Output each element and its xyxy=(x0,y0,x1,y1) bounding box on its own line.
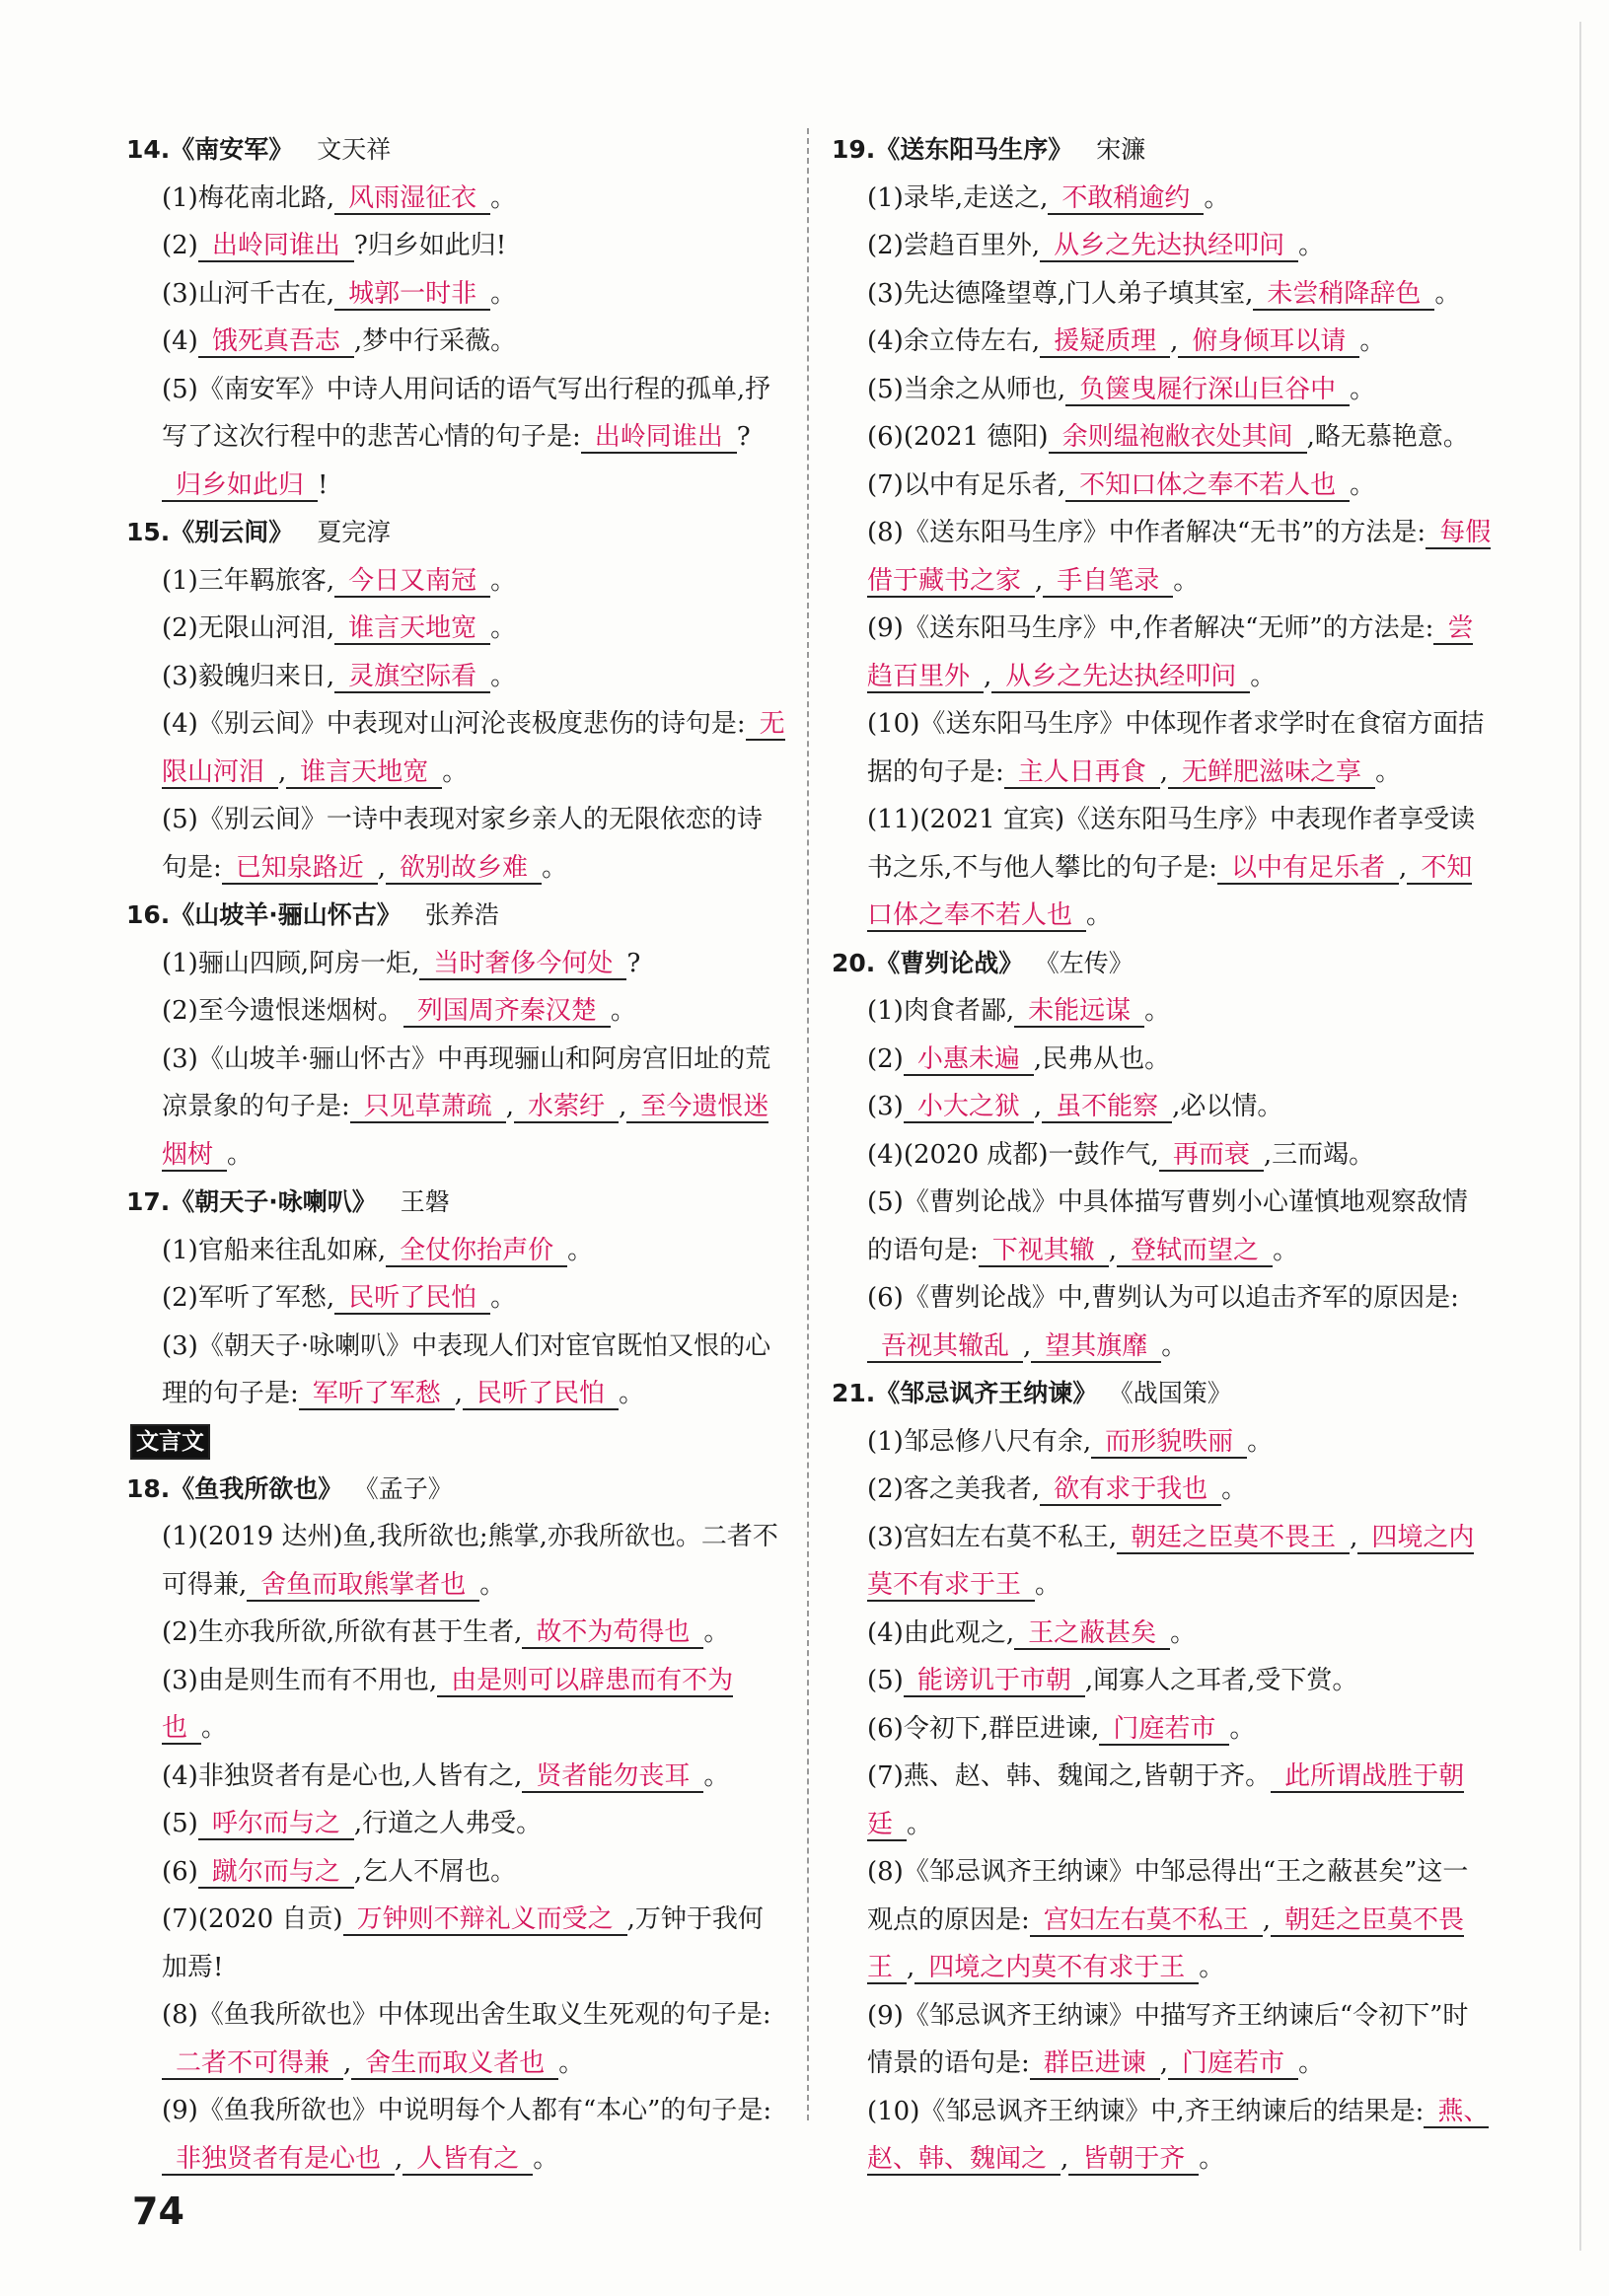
answer-blank: 至今遗恨迷烟树 xyxy=(162,1092,769,1170)
answer-blank: 不知口体之奉不若人也 xyxy=(867,852,1473,930)
section-author: 《孟子》 xyxy=(366,1473,453,1503)
question-line: (1)骊山四顾,阿房一炬, 当时奢侈今何处 ? xyxy=(162,948,641,978)
answer-blank: 此所谓战胜于朝廷 xyxy=(867,1761,1465,1839)
question-line: (3)《朝天子·咏喇叭》中表现人们对宦官既怕又恨的心理的句子是: 军听了军愁 , 民听了民怕 。 xyxy=(162,1330,771,1408)
question-line: (5) 呼尔而与之 ,行道之人弗受。 xyxy=(162,1809,543,1838)
answer-blank: 虽不能察 xyxy=(1042,1092,1172,1123)
question-line: (4)非独贤者有是心也,人皆有之, 贤者能勿丧耳 。 xyxy=(162,1760,730,1791)
answer-blank: 门庭若市 xyxy=(1168,2048,1298,2080)
answer-blank: 负箧曳屣行深山巨谷中 xyxy=(1065,375,1350,406)
question-line: (7)(2020 自贡) 万钟则不辩礼义而受之 ,万钟于我何加焉! xyxy=(162,1904,764,1982)
answer-blank: 归乡如此归 xyxy=(162,470,318,502)
question-line: (2)尝趋百里外, 从乡之先达执经叩问 。 xyxy=(867,231,1325,260)
section-author: 宋濂 xyxy=(1096,135,1146,164)
section-heading: 19.《送东阳马生序》 宋濂 xyxy=(832,135,1146,164)
answer-blank: 今日又南冠 xyxy=(334,566,490,598)
answer-blank: 皆朝于齐 xyxy=(1068,2144,1199,2176)
answer-blank: 从乡之先达执经叩问 xyxy=(991,662,1250,693)
answer-blank: 以中有足乐者 xyxy=(1217,853,1399,885)
answer-blank: 全仗你抬声价 xyxy=(386,1236,567,1267)
answer-blank: 人皆有之 xyxy=(402,2144,533,2176)
answer-blank: 四境之内莫不有求于王 xyxy=(914,1953,1199,1984)
section-author: 文天祥 xyxy=(317,135,392,164)
question-line: (6)令初下,群臣进谏, 门庭若市 。 xyxy=(867,1713,1256,1744)
question-line: (5)当余之从师也, 负箧曳屣行深山巨谷中 。 xyxy=(867,374,1376,404)
question-line: (3)宫妇左右莫不私王, 朝廷之臣莫不畏王 , 四境之内莫不有求于王 。 xyxy=(867,1522,1475,1600)
answer-blank: 故不为苟得也 xyxy=(522,1617,703,1649)
question-line: (6) 蹴尔而与之 ,乞人不屑也。 xyxy=(162,1856,517,1887)
question-line: (5)《曹刿论战》中具体描写曹刿小心谨慎地观察敌情的语句是: 下视其辙 , 登轼而望之 。 xyxy=(867,1187,1468,1265)
question-line: (2)无限山河泪, 谁言天地宽 。 xyxy=(162,613,517,643)
question-line: (10)《邹忌讽齐王纳谏》中,齐王纳谏后的结果是: 燕、赵、韩、魏闻之 , 皆朝于齐 。 xyxy=(867,2096,1490,2174)
answer-blank: 不知口体之奉不若人也 xyxy=(1065,470,1350,502)
answer-blank: 望其旗靡 xyxy=(1031,1331,1161,1363)
answer-blank: 每假借于藏书之家 xyxy=(867,518,1492,596)
question-line: (1)邹忌修八尺有余, 而形貌昳丽 。 xyxy=(867,1426,1274,1457)
answer-blank: 只见草萧疏 xyxy=(350,1092,506,1123)
answer-blank: 民听了民怕 xyxy=(463,1379,619,1410)
page-number: 74 xyxy=(132,2189,184,2233)
answer-blank: 贤者能勿丧耳 xyxy=(522,1761,703,1793)
answer-blank: 门庭若市 xyxy=(1099,1714,1229,1746)
question-line: (2)至今遗恨迷烟树。 列国周齐秦汉楚 。 xyxy=(162,996,636,1026)
answer-blank: 风雨湿征衣 xyxy=(334,183,490,215)
question-line: (2)客之美我者, 欲有求于我也 。 xyxy=(867,1474,1248,1504)
answer-blank: 呼尔而与之 xyxy=(198,1809,354,1840)
answer-blank: 登轼而望之 xyxy=(1117,1236,1273,1267)
right-column xyxy=(832,126,1493,2184)
answer-blank: 水萦纡 xyxy=(514,1092,619,1123)
answer-blank: 手自笔录 xyxy=(1043,566,1173,598)
page-edge-line xyxy=(1579,22,1581,2251)
answer-blank: 再而衰 xyxy=(1159,1140,1264,1172)
section-author: 张养浩 xyxy=(424,900,499,929)
question-line: (3)《山坡羊·骊山怀古》中再现骊山和阿房宫旧址的荒凉景象的句子是: 只见草萧疏 , 水萦纡 , 至今遗恨迷烟树 。 xyxy=(162,1043,771,1170)
question-line: (1)(2019 达州)鱼,我所欲也;熊掌,亦我所欲也。二者不可得兼, 舍鱼而取熊掌者也 。 xyxy=(162,1522,778,1600)
section-heading: 21.《邹忌讽齐王纳谏》 《战国策》 xyxy=(832,1379,1232,1407)
question-line: (3)先达德隆望尊,门人弟子填其室, 未尝稍降辞色 。 xyxy=(867,278,1461,309)
question-line: (11)(2021 宜宾)《送东阳马生序》中表现作者享受读书之乐,不与他人攀比的句子是: 以中有足乐者 , 不知口体之奉不若人也 。 xyxy=(867,805,1476,930)
answer-blank: 能谤讥于市朝 xyxy=(904,1666,1085,1697)
question-line: (5) 能谤讥于市朝 ,闻寡人之耳者,受下赏。 xyxy=(867,1666,1358,1695)
answer-blank: 欲别故乡难 xyxy=(386,853,542,885)
question-line: (4)由此观之, 王之蔽甚矣 。 xyxy=(867,1617,1197,1648)
answer-blank: 未尝稍降辞色 xyxy=(1253,279,1434,311)
question-line: (8)《邹忌讽齐王纳谏》中邹忌得出“王之蔽甚矣”这一观点的原因是: 宫妇左右莫不私王 , 朝廷之臣莫不畏王 , 四境之内莫不有求于王 。 xyxy=(867,1857,1469,1982)
answer-blank: 已知泉路近 xyxy=(222,853,378,885)
question-line: (9)《鱼我所欲也》中说明每个人都有“本心”的句子是:非独贤者有是心也 , 人皆有之 。 xyxy=(162,2096,772,2174)
answer-blank: 当时奢侈今何处 xyxy=(419,949,626,980)
answer-blank: 无鲜肥滋味之享 xyxy=(1168,757,1375,789)
answer-blank: 民听了民怕 xyxy=(334,1283,490,1315)
question-line: (3)山河千古在, 城郭一时非 。 xyxy=(162,278,517,309)
answer-blank: 出岭同谁出 xyxy=(198,231,354,262)
question-line: (2)生亦我所欲,所欲有甚于生者, 故不为苟得也 。 xyxy=(162,1617,730,1647)
question-line: (10)《送东阳马生序》中体现作者求学时在食宿方面拮据的句子是: 主人日再食 , 无鲜肥滋味之享 。 xyxy=(867,709,1485,787)
answer-blank: 列国周齐秦汉楚 xyxy=(403,996,611,1028)
question-line: (1)官船来往乱如麻, 全仗你抬声价 。 xyxy=(162,1235,594,1265)
answer-blank: 万钟则不辩礼义而受之 xyxy=(343,1904,627,1936)
left-column xyxy=(126,126,787,2183)
answer-blank: 非独贤者有是心也 xyxy=(162,2144,395,2176)
section-heading: 14.《南安军》 文天祥 xyxy=(126,135,392,164)
section-author: 夏完淳 xyxy=(317,518,392,546)
answer-blank: 无限山河泪 xyxy=(162,709,785,787)
question-line: (1)三年羁旅客, 今日又南冠 。 xyxy=(162,565,517,596)
answer-blank: 四境之内莫不有求于王 xyxy=(867,1522,1475,1600)
question-line: (4)(2020 成都)一鼓作气, 再而衰 ,三而竭。 xyxy=(867,1139,1375,1170)
question-line: (3)由是则生而有不用也, 由是则可以辟患而有不为也 。 xyxy=(162,1665,734,1743)
question-line: (7)燕、赵、韩、魏闻之,皆朝于齐。 此所谓战胜于朝廷 。 xyxy=(867,1761,1465,1839)
question-line: (5)《别云间》一诗中表现对家乡亲人的无限依恋的诗句是: 已知泉路近 , 欲别故乡难 。 xyxy=(162,805,763,883)
question-line: (2) 出岭同谁出 ?归乡如此归! xyxy=(162,231,507,260)
question-line: (3) 小大之狱 , 虽不能察 ,必以情。 xyxy=(867,1092,1283,1121)
answer-blank: 未能远谋 xyxy=(1014,996,1144,1028)
question-line: (4)《别云间》中表现对山河沦丧极度悲伤的诗句是: 无限山河泪 , 谁言天地宽 。 xyxy=(162,709,785,787)
question-line: (6)《曹刿论战》中,曹刿认为可以追击齐军的原因是:吾视其辙乱 , 望其旗靡 。 xyxy=(867,1283,1459,1361)
answer-blank: 出岭同谁出 xyxy=(581,422,737,454)
question-line: (8)《鱼我所欲也》中体现出舍生取义生死观的句子是:二者不可得兼 , 舍生而取义者也 。 xyxy=(162,2000,771,2078)
section-heading: 15.《别云间》 夏完淳 xyxy=(126,518,392,546)
answer-blank: 下视其辙 xyxy=(979,1236,1109,1267)
question-line: (4) 饿死真吾志 ,梦中行采薇。 xyxy=(162,326,517,356)
question-line: (2) 小惠未遍 ,民弗从也。 xyxy=(867,1043,1171,1074)
answer-blank: 主人日再食 xyxy=(1004,757,1160,789)
question-line: (8)《送东阳马生序》中作者解决“无书”的方法是: 每假借于藏书之家 , 手自笔录 。 xyxy=(867,518,1492,596)
question-line: (3)毅魄归来日, 灵旗空际看 。 xyxy=(162,661,517,691)
answer-blank: 吾视其辙乱 xyxy=(867,1331,1023,1363)
answer-blank: 宫妇左右莫不私王 xyxy=(1030,1905,1263,1937)
answer-blank: 蹴尔而与之 xyxy=(198,1857,354,1889)
answer-blank: 群臣进谏 xyxy=(1030,2048,1160,2080)
answer-blank: 饿死真吾志 xyxy=(198,326,354,358)
answer-blank: 俯身倾耳以请 xyxy=(1178,326,1359,358)
section-author: 《左传》 xyxy=(1047,948,1134,977)
answer-blank: 从乡之先达执经叩问 xyxy=(1040,231,1298,262)
answer-blank: 朝廷之臣莫不畏王 xyxy=(1117,1523,1350,1554)
answer-blank: 欲有求于我也 xyxy=(1040,1474,1221,1506)
answer-blank: 灵旗空际看 xyxy=(334,662,490,693)
answer-blank: 由是则可以辟患而有不为也 xyxy=(162,1665,734,1743)
answer-blank: 舍生而取义者也 xyxy=(351,2048,558,2080)
question-line: (7)以中有足乐者, 不知口体之奉不若人也 。 xyxy=(867,469,1376,500)
section-author: 《战国策》 xyxy=(1121,1379,1232,1407)
question-line: (6)(2021 德阳) 余则缊袍敝衣处其间 ,略无慕艳意。 xyxy=(867,422,1469,452)
answer-blank: 小惠未遍 xyxy=(904,1044,1034,1076)
question-line: (1)录毕,走送之, 不敢稍逾约 。 xyxy=(867,182,1230,213)
section-heading: 17.《朝天子·咏喇叭》 王磐 xyxy=(126,1187,450,1216)
question-line: (4)余立侍左右, 援疑质理 , 俯身倾耳以请 。 xyxy=(867,326,1386,356)
section-heading: 18.《鱼我所欲也》 《孟子》 xyxy=(126,1473,453,1503)
answer-blank: 舍鱼而取熊掌者也 xyxy=(247,1570,479,1602)
answer-blank: 尝趋百里外 xyxy=(867,613,1474,691)
section-heading: 20.《曹刿论战》 《左传》 xyxy=(832,948,1134,977)
question-line: (9)《送东阳马生序》中,作者解决“无师”的方法是: 尝趋百里外 , 从乡之先达执经叩问 。 xyxy=(867,613,1474,691)
section-heading: 16.《山坡羊·骊山怀古》 张养浩 xyxy=(126,900,499,929)
answer-blank: 余则缊袍敝衣处其间 xyxy=(1049,422,1307,454)
category-badge: 文言文 xyxy=(130,1424,210,1460)
answer-blank: 城郭一时非 xyxy=(334,279,490,311)
question-line: (5)《南安军》中诗人用问话的语气写出行程的孤单,抒写了这次行程中的悲苦心情的句子是: 出岭同谁出 ?归乡如此归 ! xyxy=(162,374,771,500)
column-divider xyxy=(807,128,809,2120)
answer-blank: 谁言天地宽 xyxy=(334,613,490,645)
question-line: (1)梅花南北路, 风雨湿征衣 。 xyxy=(162,182,517,213)
answer-blank: 而形貌昳丽 xyxy=(1091,1427,1247,1459)
answer-blank: 小大之狱 xyxy=(904,1092,1034,1123)
answer-blank: 不敢稍逾约 xyxy=(1048,183,1204,215)
question-line: (9)《邹忌讽齐王纳谏》中描写齐王纳谏后“令初下”时情景的语句是: 群臣进谏 , 门庭若市 。 xyxy=(867,2000,1469,2078)
answer-blank: 谁言天地宽 xyxy=(286,757,442,789)
answer-blank: 王之蔽甚矣 xyxy=(1014,1618,1170,1650)
answer-blank: 二者不可得兼 xyxy=(162,2048,343,2080)
answer-blank: 军听了军愁 xyxy=(299,1379,455,1410)
question-line: (2)军听了军愁, 民听了民怕 。 xyxy=(162,1283,517,1313)
answer-blank: 燕、赵、韩、魏闻之 xyxy=(867,2096,1490,2174)
question-line: (1)肉食者鄙, 未能远谋 。 xyxy=(867,996,1171,1026)
answer-blank: 援疑质理 xyxy=(1040,326,1170,358)
answer-blank: 朝廷之臣莫不畏王 xyxy=(867,1904,1465,1982)
section-author: 王磐 xyxy=(400,1187,450,1216)
